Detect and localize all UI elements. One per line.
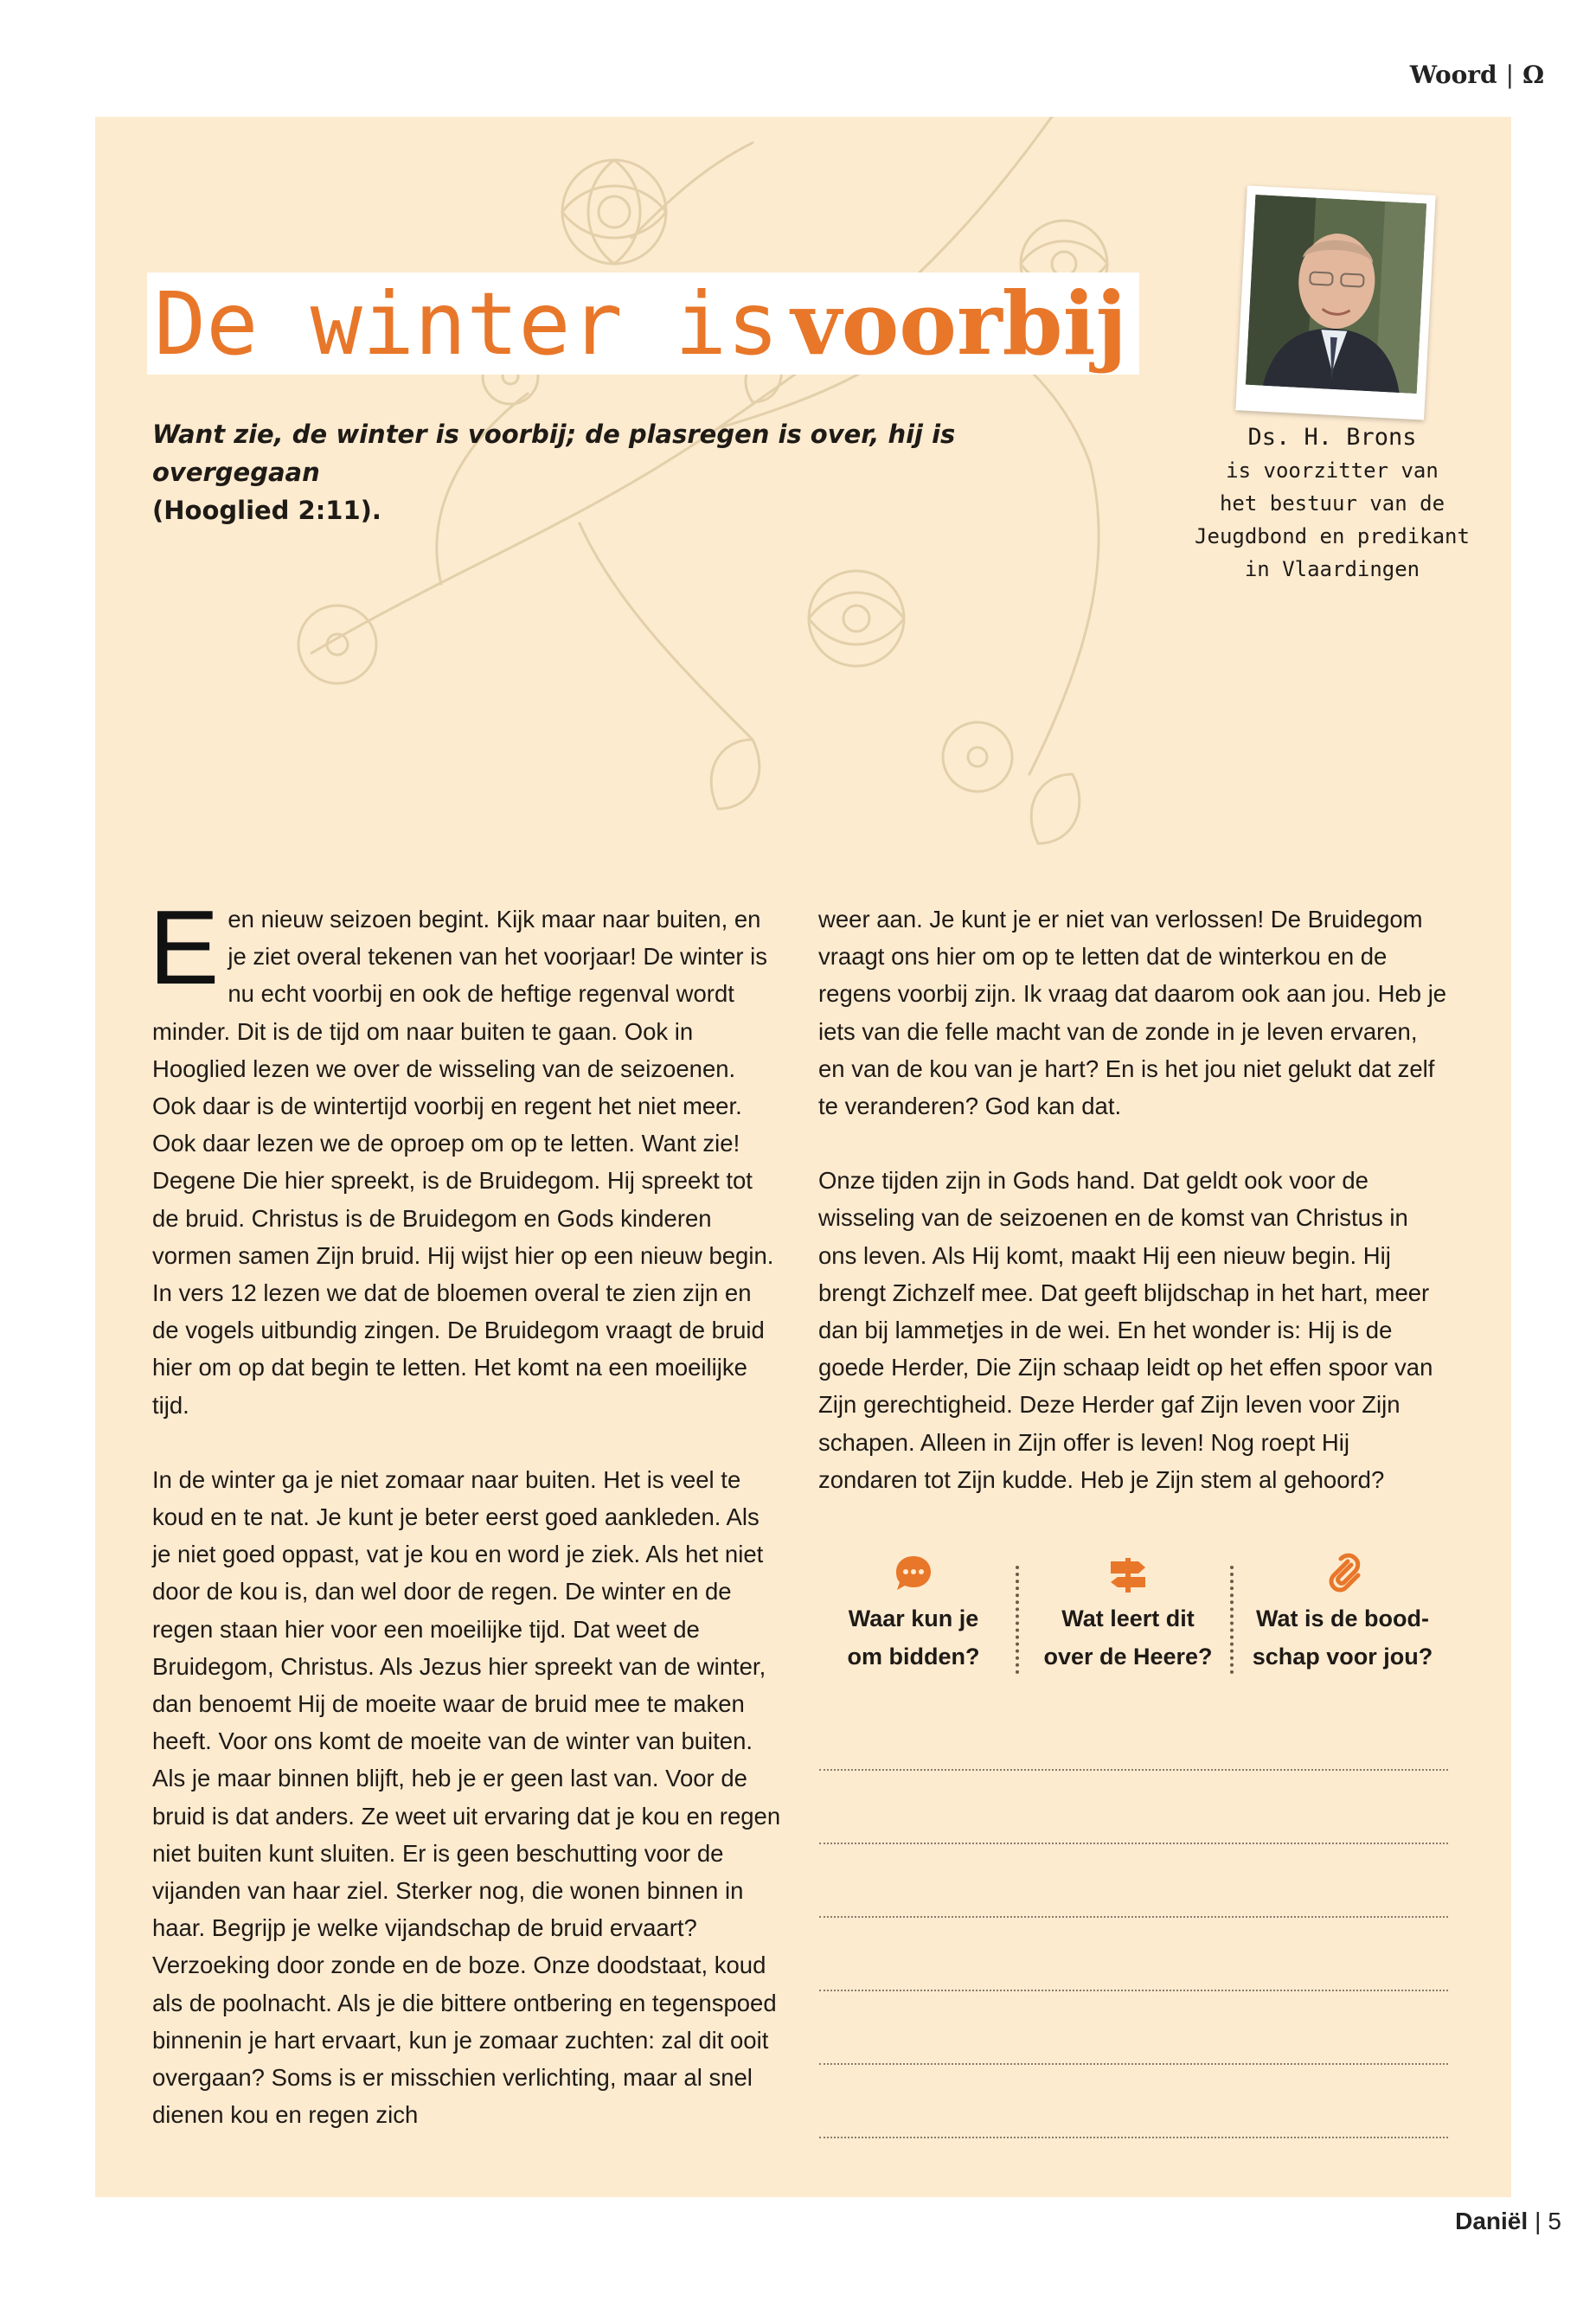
question-text: over de Heere? [1043, 1644, 1213, 1670]
author-bio-line: in Vlaardingen [1244, 557, 1420, 581]
author-photo [1235, 185, 1435, 420]
drop-cap: E [149, 888, 220, 1006]
article-title [147, 272, 1139, 375]
magazine-name: Daniël [1455, 2208, 1529, 2234]
body-paragraph: weer aan. Je kunt je er niet van verlossen! De Bruidegom vraagt ons hier om op te letten dat de winterkou en de regens voorbij zijn. Ik vraag dat daarom ook aan jou. Heb je iets van die felle macht van de zonde in je leven ervaren, en van de kou van je hart? En is het jou niet gelukt dat zelf te veranderen? God kan dat. [818, 906, 1447, 1120]
chat-bubble-icon [893, 1553, 934, 1594]
reflection-questions [818, 1553, 1458, 1700]
bible-quote [152, 415, 1017, 529]
author-bio-line: is voorzitter van [1226, 458, 1439, 483]
author-caption [1176, 421, 1488, 586]
body-paragraph: Onze tijden zijn in Gods hand. Dat geldt ook voor de wisseling van de seizoenen en de komst van Christus in ons leven. Als Hij komt, maakt Hij een nieuw begin. Hij brengt Zichzelf mee. Dat geeft blijdschap in het hart, meer dan bij lammetjes in de wei. En het wonder is: Hij is de goede Herder, Die Zijn schaap leidt op het effen spoor van Zijn gerechtigheid. Deze Herder gaf Zijn leven voor Zijn schapen. Alleen in Zijn offer is leven! Nog roept Hij zondaren tot Zijn kudde. Heb je Zijn stem al gehoord? [818, 1167, 1433, 1493]
paperclip-icon [1322, 1553, 1363, 1594]
quote-text: Want zie, de winter is voorbij; de plasregen is over, hij is overgegaan [152, 420, 956, 487]
author-bio-line: het bestuur van de [1219, 491, 1445, 516]
section-header [1410, 61, 1544, 89]
body-column-left [149, 888, 784, 2171]
question-text: Wat is de bood- [1256, 1606, 1429, 1631]
footer-separator: | [1535, 2208, 1542, 2234]
signpost-icon [1107, 1553, 1149, 1594]
answer-line [819, 2063, 1448, 2065]
question-prayer [818, 1553, 1009, 1676]
page-footer [1455, 2208, 1561, 2235]
quote-reference: (Hooglied 2:11). [152, 496, 381, 525]
question-text: om bidden? [847, 1644, 980, 1670]
title-light: De winter is [154, 273, 779, 375]
paragraph-text: en nieuw seizoen begint. Kijk maar naar buiten, en je ziet overal tekenen van het voorjaar! De winter is nu echt voorbij en ook de heftige regenval wordt minder. Dit is de tijd om naar buiten te gaan. Ook in Hooglied lezen we over de wisseling van de seizoenen. Ook daar is de wintertijd voorbij en regent het niet meer. Ook daar lezen we de oproep om op te letten. Want zie! Degene Die hier spreekt, is de Bruidegom. Hij spreekt tot de bruid. Christus is de Bruidegom en Gods kinderen vormen samen Zijn bruid. Hij wijst hier op een nieuw begin. In vers 12 lezen we dat de bloemen overal te zien zijn en de vogels uitbundig zingen. De Bruidegom vraagt de bruid hier om op dat begin te letten. Het komt na een moeilijke tijd. [152, 906, 774, 1419]
question-text: schap voor jou? [1252, 1644, 1433, 1670]
article-panel [95, 117, 1511, 2197]
answer-line [819, 1916, 1448, 1918]
body-column-right [818, 901, 1450, 1535]
answer-line [819, 1769, 1448, 1771]
answer-line [819, 1843, 1448, 1844]
header-separator: | [1505, 61, 1515, 89]
author-portrait [1246, 195, 1426, 394]
page-number: 5 [1548, 2208, 1561, 2234]
author-name: Ds. H. Brons [1247, 424, 1417, 451]
body-paragraph: In de winter ga je niet zomaar naar buiten. Het is veel te koud en te nat. Je kunt je beter eerst goed aankleden. Als je niet goed oppast, vat je kou en word je ziek. Als het niet door de kou is, dan wel door de regen. De winter en de regen staan hier voor een moeilijke tijd. Dat weet de Bruidegom, Christus. Als Jezus hier spreekt van de winter, dan benoemt Hij de moeite waar de bruid mee te maken heeft. Voor ons komt de moeite van de winter van buiten. Als je maar binnen blijft, heb je er geen last van. Voor de bruid is dat anders. Ze weet uit ervaring dat je kou en regen niet buiten kunt sluiten. Er is geen beschutting voor de vijanden van haar ziel. Sterker nog, die wonen binnen in haar. Begrijp je welke vijandschap de bruid ervaart? Verzoeking door zonde en de boze. Onze doodstaat, koud als de poolnacht. Als je die bittere ontbering en tegenspoed binnenin je hart ervaart, kun je zomaar zuchten: zal dit ooit overgaan? Soms is er misschien verlichting, maar al snel dienen kou en regen zich [152, 1465, 781, 2129]
question-text: Wat leert dit [1061, 1606, 1195, 1631]
author-bio-line: Jeugdbond en predikant [1195, 524, 1470, 548]
title-bold: voorbij [791, 272, 1127, 375]
answer-line [819, 2137, 1448, 2138]
question-lord [1033, 1553, 1223, 1676]
dotted-divider [1230, 1566, 1234, 1674]
dotted-divider [1016, 1566, 1019, 1674]
omega-icon: Ω [1522, 61, 1544, 89]
question-message [1247, 1553, 1438, 1676]
question-text: Waar kun je [848, 1606, 979, 1631]
body-paragraph [149, 888, 784, 1424]
answer-line [819, 1990, 1448, 1991]
section-label: Woord [1409, 61, 1497, 89]
